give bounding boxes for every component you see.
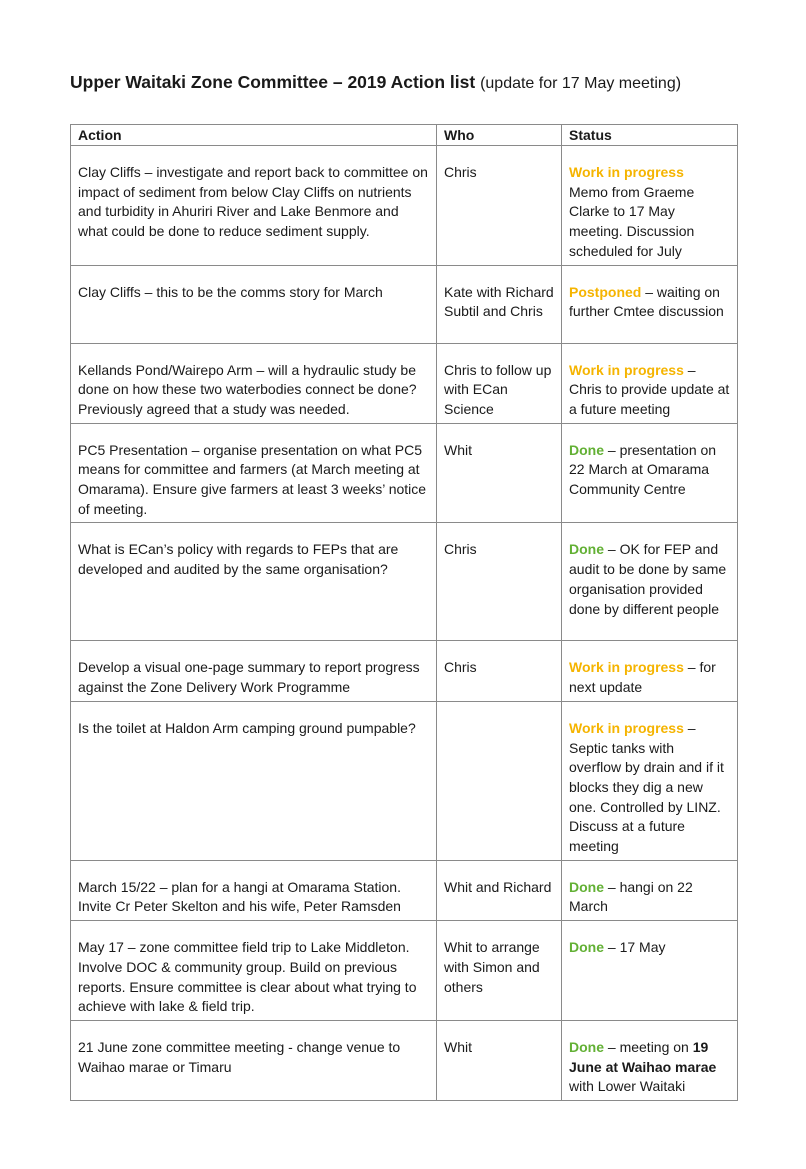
- status-label: Work in progress: [569, 719, 684, 736]
- status-label: Done: [569, 441, 604, 458]
- action-cell: Clay Cliffs – this to be the comms story for March: [71, 265, 437, 343]
- status-cell: [562, 641, 738, 701]
- status-label: Done: [569, 939, 604, 956]
- who-cell: [437, 701, 562, 860]
- action-cell: What is ECan’s policy with regards to FEPs that are developed and audited by the same organisation?: [71, 523, 437, 641]
- who-cell: Whit and Richard: [437, 860, 562, 920]
- who-cell: Whit: [437, 423, 562, 523]
- table-row: [71, 921, 738, 1021]
- table-row: [71, 523, 738, 641]
- action-cell: Develop a visual one-page summary to report progress against the Zone Delivery Work Programme: [71, 641, 437, 701]
- status-cell: [562, 523, 738, 641]
- status-cell: [562, 1020, 738, 1100]
- status-label: Work in progress: [569, 659, 684, 676]
- status-label: Work in progress: [569, 361, 684, 378]
- status-text: Memo from Graeme Clarke to 17 May meeting. Discussion scheduled for July: [569, 183, 695, 259]
- status-text: – for next update: [569, 659, 716, 696]
- action-table: [70, 124, 738, 1101]
- header-who: Who: [437, 125, 562, 146]
- action-cell: Clay Cliffs – investigate and report back to committee on impact of sediment from below Clay Cliffs on nutrients and turbidity in Ahuriri River and Lake Benmore and what could be done to reduce sediment supply.: [71, 146, 437, 266]
- status-cell: [562, 265, 738, 343]
- status-text: – hangi on 22 March: [569, 878, 693, 915]
- status-text: – meeting on: [604, 1038, 693, 1055]
- status-text: – 17 May: [604, 939, 666, 956]
- status-text: – OK for FEP and audit to be done by same organisation provided done by different people: [569, 541, 727, 617]
- table-row: [71, 1020, 738, 1100]
- status-tail: with Lower Waitaki: [569, 1078, 686, 1095]
- status-cell: [562, 921, 738, 1021]
- status-label: Postponed: [569, 283, 642, 300]
- status-cell: [562, 701, 738, 860]
- who-cell: Kate with Richard Subtil and Chris: [437, 265, 562, 343]
- header-action: Action: [71, 125, 437, 146]
- who-cell: Chris: [437, 146, 562, 266]
- who-cell: Chris: [437, 641, 562, 701]
- status-text: – presentation on 22 March at Omarama Community Centre: [569, 441, 717, 498]
- status-text: – Chris to provide update at a future meeting: [569, 361, 730, 417]
- status-cell: [562, 146, 738, 266]
- table-row: [71, 860, 738, 920]
- status-label: Done: [569, 1038, 604, 1055]
- title-main: Upper Waitaki Zone Committee – 2019 Action list: [70, 72, 476, 92]
- action-cell: 21 June zone committee meeting - change venue to Waihao marae or Timaru: [71, 1020, 437, 1100]
- action-cell: Kellands Pond/Wairepo Arm – will a hydraulic study be done on how these two waterbodies connect be done? Previously agreed that a study was needed.: [71, 343, 437, 423]
- table-row: [71, 641, 738, 701]
- who-cell: Chris: [437, 523, 562, 641]
- table-row: [71, 701, 738, 860]
- action-cell: Is the toilet at Haldon Arm camping ground pumpable?: [71, 701, 437, 860]
- table-header-row: [71, 125, 738, 146]
- status-cell: [562, 343, 738, 423]
- table-row: [71, 146, 738, 266]
- who-cell: Whit: [437, 1020, 562, 1100]
- status-label: Done: [569, 541, 604, 558]
- status-label: Work in progress: [569, 164, 684, 180]
- status-bold: 19 June at Waihao marae: [569, 1038, 717, 1075]
- table-row: [71, 343, 738, 423]
- title-sub: (update for 17 May meeting): [480, 75, 682, 92]
- page-title: [70, 72, 681, 93]
- status-label: Done: [569, 878, 604, 895]
- header-status: Status: [562, 125, 738, 146]
- who-cell: Whit to arrange with Simon and others: [437, 921, 562, 1021]
- action-cell: PC5 Presentation – organise presentation on what PC5 means for committee and farmers (at March meeting at Omarama). Ensure give farmers at least 3 weeks’ notice of meeting.: [71, 423, 437, 523]
- status-cell: [562, 423, 738, 523]
- who-cell: Chris to follow up with ECan Science: [437, 343, 562, 423]
- action-cell: March 15/22 – plan for a hangi at Omarama Station. Invite Cr Peter Skelton and his wife, Peter Ramsden: [71, 860, 437, 920]
- status-text: – waiting on further Cmtee discussion: [569, 283, 724, 320]
- action-cell: May 17 – zone committee field trip to Lake Middleton. Involve DOC & community group. Build on previous reports. Ensure committee is clear about what trying to achieve with lake & field trip.: [71, 921, 437, 1021]
- table-row: [71, 423, 738, 523]
- status-text: – Septic tanks with overflow by drain and if it blocks they dig a new one. Controlled by LINZ. Discuss at a future meeting: [569, 719, 724, 855]
- table-row: [71, 265, 738, 343]
- status-cell: [562, 860, 738, 920]
